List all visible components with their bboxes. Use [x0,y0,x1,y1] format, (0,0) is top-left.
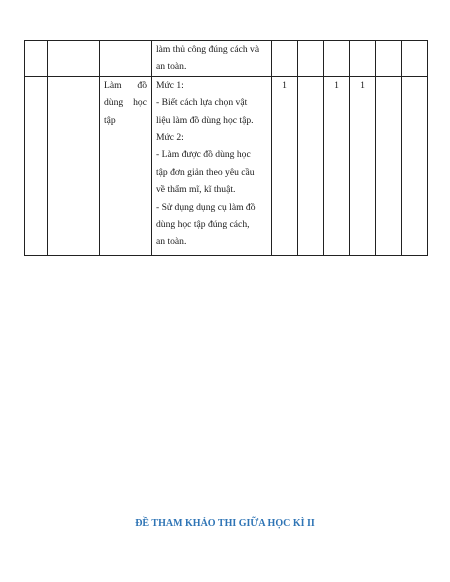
topic-cell [100,76,152,255]
table-row [25,76,428,255]
content-line: liệu làm đồ dùng học tập. [156,114,254,126]
content-line: tập đơn giản theo yêu cầu [156,166,255,178]
content-line: an toàn. [156,236,187,248]
content-cell [152,76,272,255]
chapter-cell [48,41,100,77]
content-line: Mức 2: [156,132,184,144]
count-cell: 1 [272,76,298,255]
count-cell: 1 [350,76,376,255]
count-cell [324,41,350,77]
content-line: dùng học tập đúng cách, [156,219,250,231]
index-cell [25,41,48,77]
content-line: - Sử dụng dụng cụ làm đồ [156,201,256,213]
count-cell [376,41,402,77]
index-cell [25,76,48,255]
count-cell [272,41,298,77]
count-cell: 1 [324,76,350,255]
chapter-cell [48,76,100,255]
content-line: về thẩm mĩ, kĩ thuật. [156,184,236,196]
count-cell [402,41,428,77]
table-row [25,41,428,77]
topic-cell [100,41,152,77]
content-line: - Làm được đồ dùng học [156,149,251,161]
count-cell [298,41,324,77]
content-line: - Biết cách lựa chọn vật [156,97,248,109]
count-cell [402,76,428,255]
count-cell [376,76,402,255]
content-cell [152,41,272,77]
count-cell [350,41,376,77]
exam-title: ĐỀ THAM KHẢO THI GIỮA HỌC KÌ II [135,518,315,529]
topic-line: Làm đồ [104,79,147,91]
count-cell [298,76,324,255]
assessment-matrix-table [24,40,428,256]
content-line: làm thủ công đúng cách và [156,44,260,55]
content-line: Mức 1: [156,79,184,91]
content-line: an toàn. [156,61,187,73]
topic-line: tập [104,114,116,126]
topic-line: dùng học [104,97,147,109]
